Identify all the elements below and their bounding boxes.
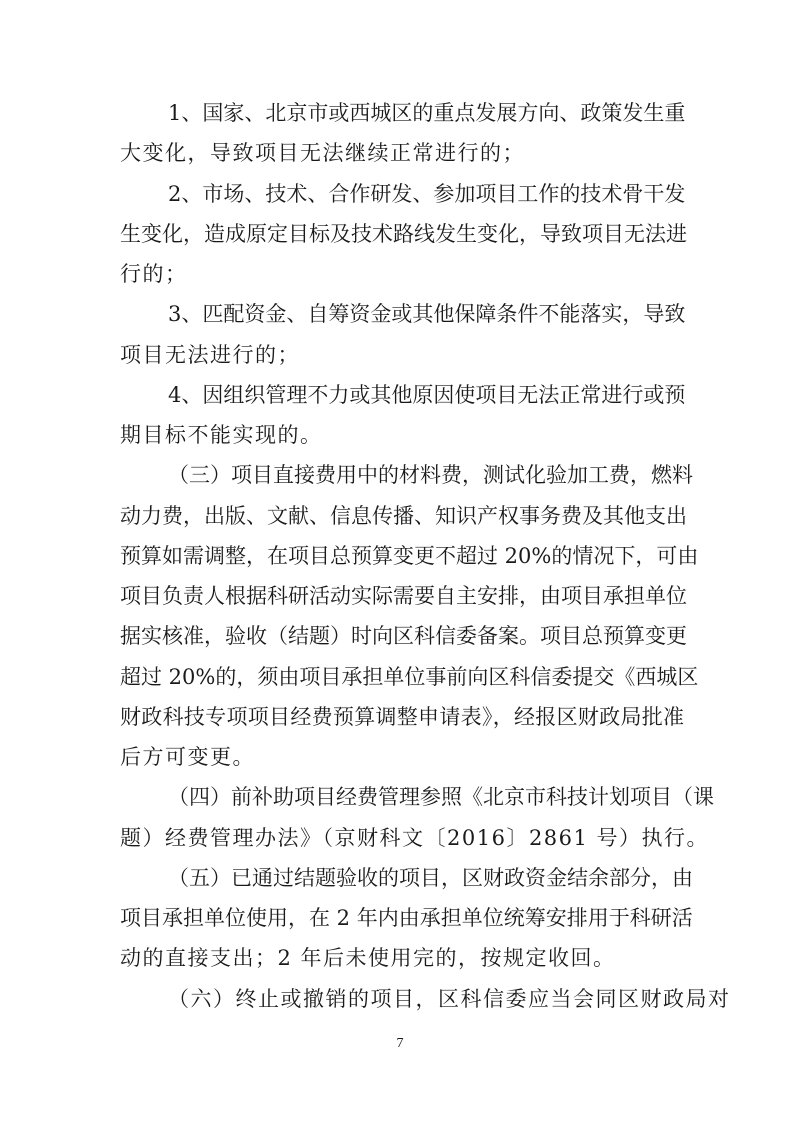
text-line: 超过 20%的，须由项目承担单位事前向区科信委提交《西城区 — [120, 664, 699, 689]
text-line: 大变化，导致项目无法继续正常进行的； — [120, 141, 525, 166]
text-line: 项目承担单位使用，在 2 年内由承担单位统筹安排用于科研活 — [120, 906, 693, 930]
text-line: （三）项目直接费用中的材料费，测试化验加工费，燃料 — [168, 463, 693, 488]
text-line: 1、国家、北京市或西城区的重点发展方向、政策发生重 — [168, 101, 686, 125]
text-line: 财政科技专项项目经费预算调整申请表》，经报区财政局批准 — [120, 704, 685, 729]
text-line: 项目负责人根据科研活动实际需要自主安排，由项目承担单位 — [120, 584, 687, 608]
text-line: 后方可变更。 — [120, 745, 255, 769]
text-line: （六）终止或撤销的项目，区科信委应当会同区财政局对 — [168, 986, 731, 1011]
text-line: 行的； — [120, 262, 188, 286]
text-line: 4、因组织管理不力或其他原因使项目无法正常进行或预 — [168, 382, 686, 407]
text-line: 2、市场、技术、合作研发、参加项目工作的技术骨干发 — [168, 181, 686, 206]
text-line: 生变化，造成原定目标及技术路线发生变化，导致项目无法进 — [120, 221, 687, 246]
text-line: 动力费，出版、文献、信息传播、知识产权事务费及其他支出 — [120, 503, 687, 528]
text-line: 据实核准，验收（结题）时向区科信委备案。项目总预算变更 — [120, 624, 687, 649]
text-line: 动的直接支出；2 年后未使用完的，按规定收回。 — [120, 946, 616, 971]
text-line: 题）经费管理办法》（京财科文〔2016〕2861 号）执行。 — [120, 825, 710, 850]
text-line: （五）已通过结题验收的项目，区财政资金结余部分，由 — [168, 865, 693, 890]
text-line: 3、匹配资金、自筹资金或其他保障条件不能落实，导致 — [168, 302, 686, 327]
text-line: 期目标不能实现的。 — [120, 423, 323, 447]
text-line: （四）前补助项目经费管理参照《北京市科技计划项目（课 — [168, 785, 714, 810]
page-number: 7 — [396, 1036, 404, 1051]
text-line: 预算如需调整，在项目总预算变更不超过 20%的情况下，可由 — [120, 543, 699, 568]
text-line: 项目无法进行的； — [120, 342, 300, 367]
